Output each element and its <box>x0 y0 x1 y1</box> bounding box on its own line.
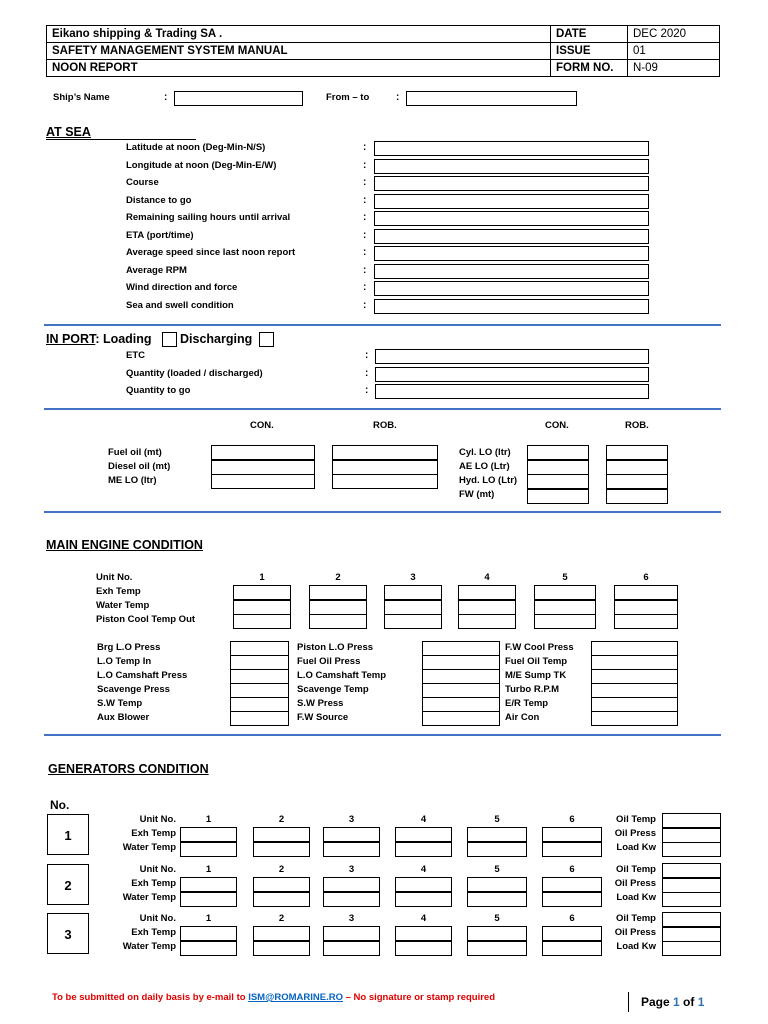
con-field[interactable] <box>211 474 315 489</box>
unit-number: 4 <box>420 814 427 825</box>
field-label: Course <box>126 177 159 188</box>
manual-title: SAFETY MANAGEMENT SYSTEM MANUAL <box>47 43 551 60</box>
field-label: Quantity to go <box>126 385 191 396</box>
unit-number: 3 <box>410 572 416 583</box>
input-l-o-camshaft-temp[interactable] <box>422 669 500 684</box>
generator-row-label: Exh Temp <box>131 878 176 889</box>
engine-cell-field[interactable] <box>309 585 367 600</box>
engine-param-label: Air Con <box>505 712 540 723</box>
engine-cell-field[interactable] <box>384 614 442 629</box>
field-label: Average speed since last noon report <box>126 247 296 258</box>
engine-param-label: Scavenge Press <box>97 684 170 695</box>
engine-param-label: Fuel Oil Press <box>297 656 361 667</box>
generator-row-label: Water Temp <box>122 941 176 952</box>
input-load-kw[interactable] <box>662 842 721 857</box>
input-scavenge-temp[interactable] <box>422 683 500 698</box>
unit-number: 4 <box>484 572 490 583</box>
of-word: of <box>679 995 698 1009</box>
con-field[interactable] <box>527 445 589 460</box>
engine-param-label: S.W Temp <box>97 698 143 709</box>
at-sea-title: AT SEA <box>46 125 91 139</box>
generator-cell-field[interactable] <box>395 842 452 857</box>
engine-row-label: Piston Cool Temp Out <box>96 614 196 625</box>
generator-param-label: Oil Press <box>614 927 656 938</box>
field-label: Quantity (loaded / discharged) <box>126 367 263 379</box>
rob-field[interactable] <box>606 460 668 475</box>
colon: : <box>365 367 369 379</box>
page-current: 1 <box>673 995 680 1009</box>
consumption-label: Hyd. LO (Ltr) <box>459 475 518 486</box>
engine-cell-field[interactable] <box>534 614 596 629</box>
input-l-o-camshaft-press[interactable] <box>230 669 289 684</box>
generator-cell-field[interactable] <box>323 827 380 842</box>
input-etc[interactable] <box>375 349 649 364</box>
input-oil-temp[interactable] <box>662 863 721 878</box>
generator-cell-field[interactable] <box>253 892 310 907</box>
colon: : <box>363 282 367 293</box>
rob-field[interactable] <box>606 445 668 460</box>
input-eta-port-time[interactable] <box>374 229 649 244</box>
con-field[interactable] <box>527 489 589 504</box>
input-wind-direction-and-force[interactable] <box>374 281 649 296</box>
engine-param-label: Aux Blower <box>97 712 150 723</box>
unit-number: 2 <box>278 913 285 924</box>
unit-number: 6 <box>643 572 649 583</box>
loading-checkbox[interactable] <box>162 332 177 347</box>
engine-param-label: S.W Press <box>297 698 344 709</box>
engine-param-label: L.O Camshaft Press <box>97 670 188 681</box>
unit-number: 1 <box>205 864 212 875</box>
engine-param-label: Turbo R.P.M <box>505 684 560 695</box>
generator-no-label: No. <box>50 798 70 812</box>
engine-cell-field[interactable] <box>384 585 442 600</box>
discharging-checkbox[interactable] <box>259 332 274 347</box>
generator-param-label: Oil Temp <box>616 864 656 875</box>
form-label: FORM NO. <box>551 60 628 77</box>
consumption-label: FW (mt) <box>459 489 495 500</box>
unit-number: 6 <box>569 814 575 825</box>
rob-field[interactable] <box>332 460 438 475</box>
engine-param-label: L.O Temp In <box>97 656 152 667</box>
field-label: Longitude at noon (Deg-Min-E/W) <box>126 159 277 171</box>
con-field[interactable] <box>527 460 589 475</box>
con-field[interactable] <box>211 445 315 460</box>
input-turbo-r-p-m[interactable] <box>591 683 678 698</box>
section-divider <box>44 734 721 736</box>
generator-row-label: Exh Temp <box>131 828 176 839</box>
engine-cell-field[interactable] <box>534 585 596 600</box>
input-fuel-oil-temp[interactable] <box>591 655 678 670</box>
rob-field[interactable] <box>606 474 668 489</box>
engine-cell-field[interactable] <box>233 600 291 615</box>
generator-param-label: Load Kw <box>616 842 656 853</box>
engine-param-label: M/E Sump TK <box>505 670 567 681</box>
unit-number: 5 <box>494 913 500 924</box>
consumption-label: Cyl. LO (ltr) <box>459 447 511 458</box>
unit-number: 4 <box>420 864 427 875</box>
section-divider <box>44 511 721 513</box>
engine-cell-field[interactable] <box>614 614 678 629</box>
rob-header: ROB. <box>373 420 397 431</box>
footer-text: To be submitted on daily basis by e-mail to <box>52 992 249 1003</box>
unit-number: 5 <box>494 814 500 825</box>
generator-row-label: Exh Temp <box>131 927 176 938</box>
generator-cell-field[interactable] <box>180 842 237 857</box>
consumption-label: Fuel oil (mt) <box>108 447 162 458</box>
engine-cell-field[interactable] <box>614 585 678 600</box>
input-air-con[interactable] <box>591 711 678 726</box>
engine-param-label: Piston L.O Press <box>297 642 374 653</box>
colon: : <box>363 247 367 258</box>
generator-cell-field[interactable] <box>180 892 237 907</box>
engine-param-label: Brg L.O Press <box>97 642 161 653</box>
ship-name-field[interactable] <box>174 91 303 106</box>
generator-cell-field[interactable] <box>253 842 310 857</box>
generator-cell-field[interactable] <box>253 827 310 842</box>
engine-cell-field[interactable] <box>458 600 516 615</box>
generator-cell-field[interactable] <box>323 941 380 956</box>
generators-title: GENERATORS CONDITION <box>48 762 209 776</box>
generator-number-box: 3 <box>47 913 89 954</box>
engine-cell-field[interactable] <box>458 585 516 600</box>
colon: : <box>363 229 367 241</box>
input-oil-press[interactable] <box>662 927 721 942</box>
con-header: CON. <box>250 420 274 431</box>
rob-field[interactable] <box>332 474 438 489</box>
input-latitude-at-noon-deg-min-n-s[interactable] <box>374 141 649 156</box>
unit-no-label: Unit No. <box>139 814 176 825</box>
input-average-speed-since-last-noon-report[interactable] <box>374 246 649 261</box>
generator-row-label: Water Temp <box>122 892 176 903</box>
generator-cell-field[interactable] <box>467 892 527 907</box>
from-to-field[interactable] <box>406 91 577 106</box>
in-port-heading <box>46 332 152 346</box>
engine-cell-field[interactable] <box>458 614 516 629</box>
field-label: ETC <box>126 350 145 361</box>
con-field[interactable] <box>527 474 589 489</box>
generator-cell-field[interactable] <box>253 941 310 956</box>
colon: : <box>363 264 367 276</box>
input-brg-l-o-press[interactable] <box>230 641 289 656</box>
rob-header: ROB. <box>625 420 649 431</box>
generator-param-label: Oil Press <box>614 878 656 889</box>
colon: : <box>164 92 168 103</box>
field-label: Latitude at noon (Deg-Min-N/S) <box>126 142 266 153</box>
main-engine-title: MAIN ENGINE CONDITION <box>46 538 203 552</box>
input-oil-temp[interactable] <box>662 912 721 927</box>
report-title: NOON REPORT <box>47 60 551 77</box>
unit-no-label: Unit No. <box>139 864 176 875</box>
colon: : <box>363 142 367 153</box>
date-label: DATE <box>551 26 628 43</box>
con-field[interactable] <box>211 460 315 475</box>
engine-cell-field[interactable] <box>309 614 367 629</box>
section-divider <box>44 408 721 410</box>
unit-number: 3 <box>348 814 355 825</box>
unit-number: 5 <box>494 864 500 875</box>
input-load-kw[interactable] <box>662 892 721 907</box>
page-word: Page <box>641 995 674 1009</box>
generator-cell-field[interactable] <box>467 827 527 842</box>
unit-number: 2 <box>278 864 285 875</box>
generator-cell-field[interactable] <box>395 892 452 907</box>
page-total: 1 <box>697 995 705 1009</box>
input-l-o-temp-in[interactable] <box>230 655 289 670</box>
generator-cell-field[interactable] <box>180 926 237 941</box>
email-link[interactable]: ISM@ROMARINE.RO <box>248 992 343 1003</box>
generator-cell-field[interactable] <box>467 941 527 956</box>
footer-text-end: – No signature or stamp required <box>342 992 496 1003</box>
company-name: Eikano shipping & Trading SA . <box>47 26 551 43</box>
input-course[interactable] <box>374 176 649 191</box>
generator-cell-field[interactable] <box>395 926 452 941</box>
input-m-e-sump-tk[interactable] <box>591 669 678 684</box>
colon: : <box>396 92 400 103</box>
colon: : <box>363 159 367 171</box>
input-piston-l-o-press[interactable] <box>422 641 500 656</box>
input-scavenge-press[interactable] <box>230 683 289 698</box>
discharging-label: Discharging <box>180 332 253 346</box>
input-aux-blower[interactable] <box>230 711 289 726</box>
generator-cell-field[interactable] <box>542 877 602 892</box>
generator-param-label: Oil Press <box>614 828 656 839</box>
field-label: Average RPM <box>126 264 187 276</box>
input-s-w-temp[interactable] <box>230 697 289 712</box>
engine-row-label: Water Temp <box>96 600 150 611</box>
engine-cell-field[interactable] <box>309 600 367 615</box>
generator-param-label: Oil Temp <box>616 814 656 825</box>
form-value: N-09 <box>628 60 720 77</box>
header-table <box>46 25 720 77</box>
unit-number: 1 <box>205 913 212 924</box>
input-oil-temp[interactable] <box>662 813 721 828</box>
generator-cell-field[interactable] <box>542 926 602 941</box>
generator-cell-field[interactable] <box>180 877 237 892</box>
section-divider <box>44 324 721 326</box>
generator-cell-field[interactable] <box>542 827 602 842</box>
unit-number: 5 <box>562 572 568 583</box>
engine-cell-field[interactable] <box>614 600 678 615</box>
unit-number: 1 <box>259 572 265 583</box>
generator-cell-field[interactable] <box>395 941 452 956</box>
colon: : <box>363 299 367 311</box>
consumption-label: ME LO (ltr) <box>108 475 157 486</box>
colon: : <box>363 194 367 206</box>
engine-param-label: E/R Temp <box>505 698 549 709</box>
engine-cell-field[interactable] <box>534 600 596 615</box>
input-sea-and-swell-condition[interactable] <box>374 299 649 314</box>
colon: : <box>365 350 369 361</box>
unit-number: 6 <box>569 913 575 924</box>
generator-row-label: Water Temp <box>122 842 176 853</box>
generator-cell-field[interactable] <box>253 877 310 892</box>
generator-cell-field[interactable] <box>542 941 602 956</box>
input-f-w-cool-press[interactable] <box>591 641 678 656</box>
input-longitude-at-noon-deg-min-e-w[interactable] <box>374 159 649 174</box>
engine-cell-field[interactable] <box>384 600 442 615</box>
colon: : <box>363 177 367 188</box>
generator-param-label: Load Kw <box>616 892 656 903</box>
engine-cell-field[interactable] <box>233 585 291 600</box>
engine-param-label: Fuel Oil Temp <box>505 656 568 667</box>
engine-param-label: F.W Source <box>297 712 349 723</box>
generator-cell-field[interactable] <box>323 926 380 941</box>
loading-label: : Loading <box>95 332 152 346</box>
engine-param-label: Scavenge Temp <box>297 684 369 695</box>
con-header: CON. <box>545 420 569 431</box>
input-oil-press[interactable] <box>662 828 721 843</box>
generator-cell-field[interactable] <box>180 827 237 842</box>
engine-row-label: Exh Temp <box>96 586 141 597</box>
generator-cell-field[interactable] <box>323 892 380 907</box>
generator-number-box: 1 <box>47 814 89 855</box>
engine-param-label: L.O Camshaft Temp <box>297 670 387 681</box>
consumption-label: Diesel oil (mt) <box>108 461 171 472</box>
unit-number: 3 <box>348 913 355 924</box>
field-label: Remaining sailing hours until arrival <box>126 212 291 223</box>
input-fuel-oil-press[interactable] <box>422 655 500 670</box>
consumption-label: AE LO (Ltr) <box>459 461 510 472</box>
generator-param-label: Load Kw <box>616 941 656 952</box>
generator-number-box: 2 <box>47 864 89 905</box>
generator-cell-field[interactable] <box>467 926 527 941</box>
unit-number: 3 <box>348 864 355 875</box>
input-load-kw[interactable] <box>662 941 721 956</box>
input-f-w-source[interactable] <box>422 711 500 726</box>
generator-cell-field[interactable] <box>542 842 602 857</box>
generator-cell-field[interactable] <box>542 892 602 907</box>
rob-field[interactable] <box>606 489 668 504</box>
generator-cell-field[interactable] <box>323 877 380 892</box>
generator-param-label: Oil Temp <box>616 913 656 924</box>
engine-param-label: F.W Cool Press <box>505 642 574 653</box>
page-number <box>628 992 704 1012</box>
footer-note <box>52 992 495 1003</box>
generator-cell-field[interactable] <box>323 842 380 857</box>
generator-cell-field[interactable] <box>467 877 527 892</box>
field-label: Wind direction and force <box>126 282 238 293</box>
unit-number: 2 <box>335 572 341 583</box>
generator-cell-field[interactable] <box>467 842 527 857</box>
input-quantity-to-go[interactable] <box>375 384 649 399</box>
field-label: Distance to go <box>126 194 192 206</box>
input-s-w-press[interactable] <box>422 697 500 712</box>
input-oil-press[interactable] <box>662 878 721 893</box>
at-sea-underline <box>46 139 196 140</box>
input-remaining-sailing-hours-until-arrival[interactable] <box>374 211 649 226</box>
generator-cell-field[interactable] <box>395 827 452 842</box>
colon: : <box>365 385 369 396</box>
unit-number: 6 <box>569 864 575 875</box>
field-label: ETA (port/time) <box>126 229 194 241</box>
unit-no-label: Unit No. <box>139 913 176 924</box>
date-value: DEC 2020 <box>628 26 720 43</box>
issue-value: 01 <box>628 43 720 60</box>
unit-number: 4 <box>420 913 427 924</box>
generator-cell-field[interactable] <box>253 926 310 941</box>
rob-field[interactable] <box>332 445 438 460</box>
from-to-label: From – to <box>326 92 370 103</box>
in-port-title: IN PORT <box>46 332 96 346</box>
generator-cell-field[interactable] <box>180 941 237 956</box>
issue-label: ISSUE <box>551 43 628 60</box>
unit-no-label: Unit No. <box>96 572 133 583</box>
colon: : <box>363 212 367 223</box>
generator-cell-field[interactable] <box>395 877 452 892</box>
engine-cell-field[interactable] <box>233 614 291 629</box>
unit-number: 2 <box>278 814 285 825</box>
field-label: Sea and swell condition <box>126 299 234 311</box>
ship-name-label: Ship’s Name <box>53 92 110 103</box>
input-quantity-loaded-discharged[interactable] <box>375 367 649 382</box>
input-e-r-temp[interactable] <box>591 697 678 712</box>
input-distance-to-go[interactable] <box>374 194 649 209</box>
input-average-rpm[interactable] <box>374 264 649 279</box>
unit-number: 1 <box>205 814 212 825</box>
